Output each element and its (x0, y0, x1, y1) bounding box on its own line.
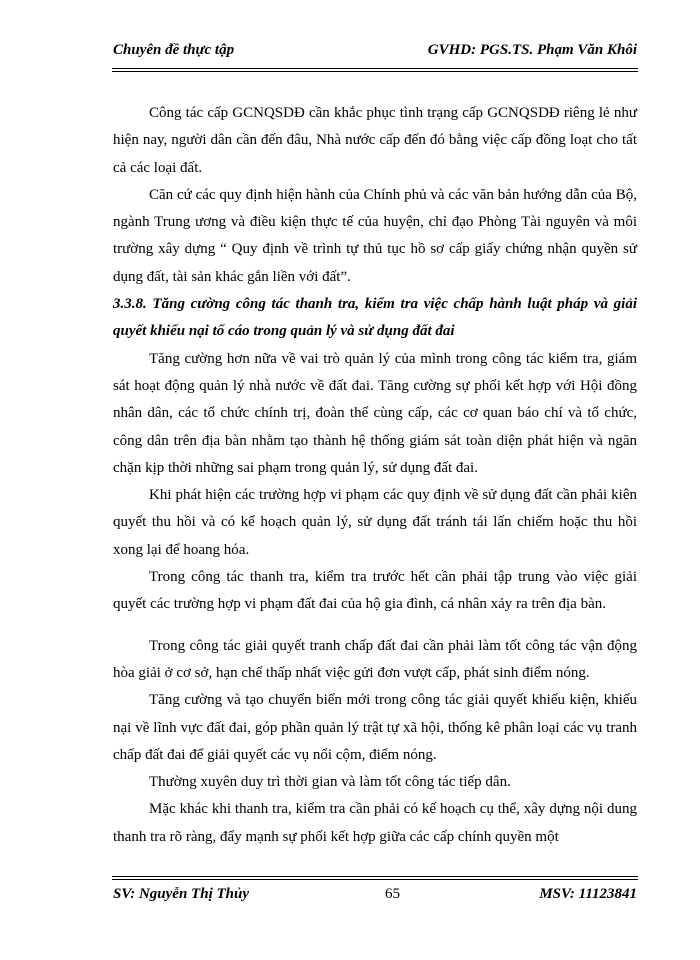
section-heading: 3.3.8. Tăng cường công tác thanh tra, kiểm tra việc chấp hành luật pháp và giải quyết khiếu nại tố cáo trong quản lý và sử dụng đất đai (113, 296, 637, 340)
paragraph: Căn cứ các quy định hiện hành của Chính phủ và các văn bản hướng dẫn của Bộ, ngành Trung ương và điều kiện thực tế của huyện, chỉ đạo Phòng Tài nguyên và môi trường xây dựng “ Quy định về trình tự thủ tục hồ sơ cấp giấy chứng nhận quyền sử dụng đất, tài sản khác gắn liền với đất”. (113, 186, 637, 285)
page-footer (113, 882, 637, 910)
paragraph: Khi phát hiện các trường hợp vi phạm các quy định về sử dụng đất cần phải kiên quyết thu hồi và có kế hoạch quản lý, sử dụng đất tránh tái lấn chiếm hoặc thu hồi xong lại để hoang hóa. (113, 487, 637, 558)
header-rule (112, 68, 638, 72)
header-supervisor: GVHD: PGS.TS. Phạm Văn Khôi (427, 42, 637, 58)
paragraph: Công tác cấp GCNQSDĐ cần khắc phục tình trạng cấp GCNQSDĐ riêng lẻ như hiện nay, người dân cần đến đâu, Nhà nước cấp đến đó bằng việc cấp đồng loạt cho tất cả các loại đất. (113, 105, 637, 176)
footer-student-name: SV: Nguyễn Thị Thủy (113, 886, 249, 902)
paragraph: Trong công tác thanh tra, kiểm tra trước hết cần phải tập trung vào việc giải quyết các trường hợp vi phạm đất đai của hộ gia đình, cá nhân xảy ra trên địa bàn. (113, 569, 637, 613)
paragraph: Tăng cường hơn nữa về vai trò quản lý của mình trong công tác kiểm tra, giám sát hoạt động quản lý nhà nước về đất đai. Tăng cường sự phối kết hợp với Hội đồng nhân dân, các tổ chức chính trị, đoàn thể cùng cấp, các cơ quan báo chí và tổ chức, công dân trên địa bàn nhằm tạo thành hệ thống giám sát toàn diện phát hiện và ngăn chặn kịp thời những sai phạm trong quản lý, sử dụng đất đai. (113, 350, 637, 476)
paragraph: Trong công tác giải quyết tranh chấp đất đai cần phải làm tốt công tác vận động hòa giải ở cơ sở, hạn chế thấp nhất việc gửi đơn vượt cấp, phát sinh điểm nóng. (113, 637, 637, 681)
paragraph: Tăng cường và tạo chuyển biến mới trong công tác giải quyết khiếu kiện, khiếu nại về lĩnh vực đất đai, góp phần quản lý trật tự xã hội, thống kê phân loại các vụ tranh chấp đất đai để giải quyết các vụ nổi cộm, điểm nóng. (113, 692, 637, 763)
footer-rule (112, 876, 638, 880)
header-title: Chuyên đề thực tập (113, 42, 235, 58)
page-header (113, 38, 637, 66)
page-body (113, 100, 637, 851)
footer-student-id: MSV: 11123841 (539, 886, 637, 902)
paragraph-gap (113, 619, 637, 633)
footer-page-number: 65 (385, 886, 400, 902)
paragraph: Thường xuyên duy trì thời gian và làm tốt công tác tiếp dân. (149, 774, 511, 791)
paragraph: Mặc khác khi thanh tra, kiểm tra cần phải có kế hoạch cụ thể, xây dựng nội dung thanh tra rõ ràng, đẩy mạnh sự phối kết hợp giữa các cấp chính quyền một (113, 801, 637, 845)
